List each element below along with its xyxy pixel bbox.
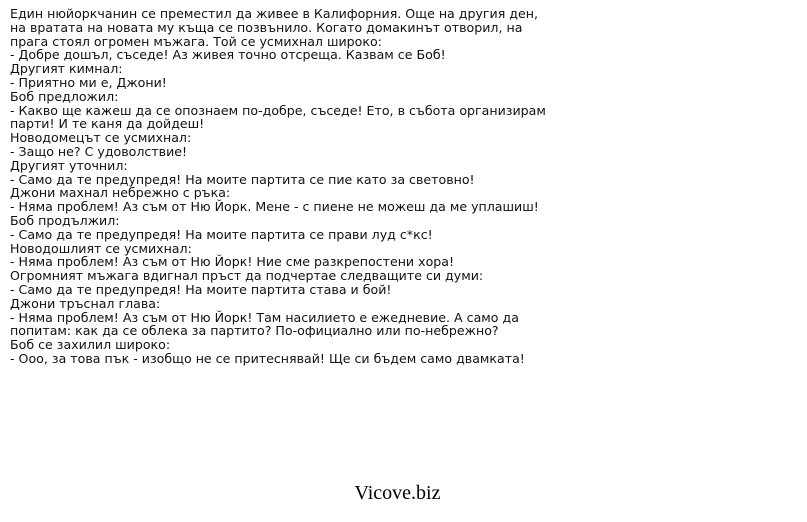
joke-line: - Приятно ми е, Джони! bbox=[10, 74, 167, 90]
joke-line: Боб предложил: bbox=[10, 88, 119, 104]
joke-line: Другият уточнил: bbox=[10, 157, 128, 173]
joke-line: Новодошлият се усмихнал: bbox=[10, 240, 192, 256]
joke-line: Джони махнал небрежно с ръка: bbox=[10, 185, 231, 201]
joke-line: - Няма проблем! Аз съм от Ню Йорк! Ние сме разкрепостени хора! bbox=[10, 254, 455, 270]
joke-text bbox=[10, 7, 555, 366]
joke-line: - Няма проблем! Аз съм от Ню Йорк. Мене - с пиене не можеш да ме уплашиш! bbox=[10, 199, 539, 215]
joke-line: - Няма проблем! Аз съм от Ню Йорк! Там насилието е ежедневие. А само да попитам: как да се облека за партито? По-официално или по-небрежно? bbox=[10, 309, 519, 339]
joke-line: - Какво ще кажеш да се опознаем по-добре, съседе! Ето, в събота организирам парти! И те каня да дойдеш! bbox=[10, 102, 546, 132]
joke-line: Джони тръснал глава: bbox=[10, 295, 161, 311]
joke-line: - Добре дошъл, съседе! Аз живея точно отсреща. Казвам се Боб! bbox=[10, 47, 446, 63]
joke-line: Огромният мъжага вдигнал пръст да подчертае следващите си думи: bbox=[10, 268, 484, 284]
joke-line: - Защо не? С удоволствие! bbox=[10, 143, 188, 159]
joke-line: - Ооо, за това пък - изобщо не се притеснявай! Ще си бъдем само двамката! bbox=[10, 350, 525, 366]
joke-line: Другият кимнал: bbox=[10, 61, 123, 77]
joke-line: Новодомецът се усмихнал: bbox=[10, 130, 192, 146]
joke-line: - Само да те предупредя! На моите партита се прави луд с*кс! bbox=[10, 226, 433, 242]
joke-line: Боб се захилил широко: bbox=[10, 337, 171, 353]
joke-line: - Само да те предупредя! На моите партита става и бой! bbox=[10, 281, 392, 297]
site-watermark: Vicove.biz bbox=[354, 482, 441, 504]
joke-line: Боб продължил: bbox=[10, 212, 120, 228]
joke-line: Един нюйоркчанин се преместил да живее в Калифорния. Още на другия ден, на вратата на новата му къща се позвънило. Когато домакинът отворил, на прага стоял огромен мъжага. Той се усмихнал широко: bbox=[10, 6, 538, 49]
joke-line: - Само да те предупредя! На моите партита се пие като за световно! bbox=[10, 171, 475, 187]
